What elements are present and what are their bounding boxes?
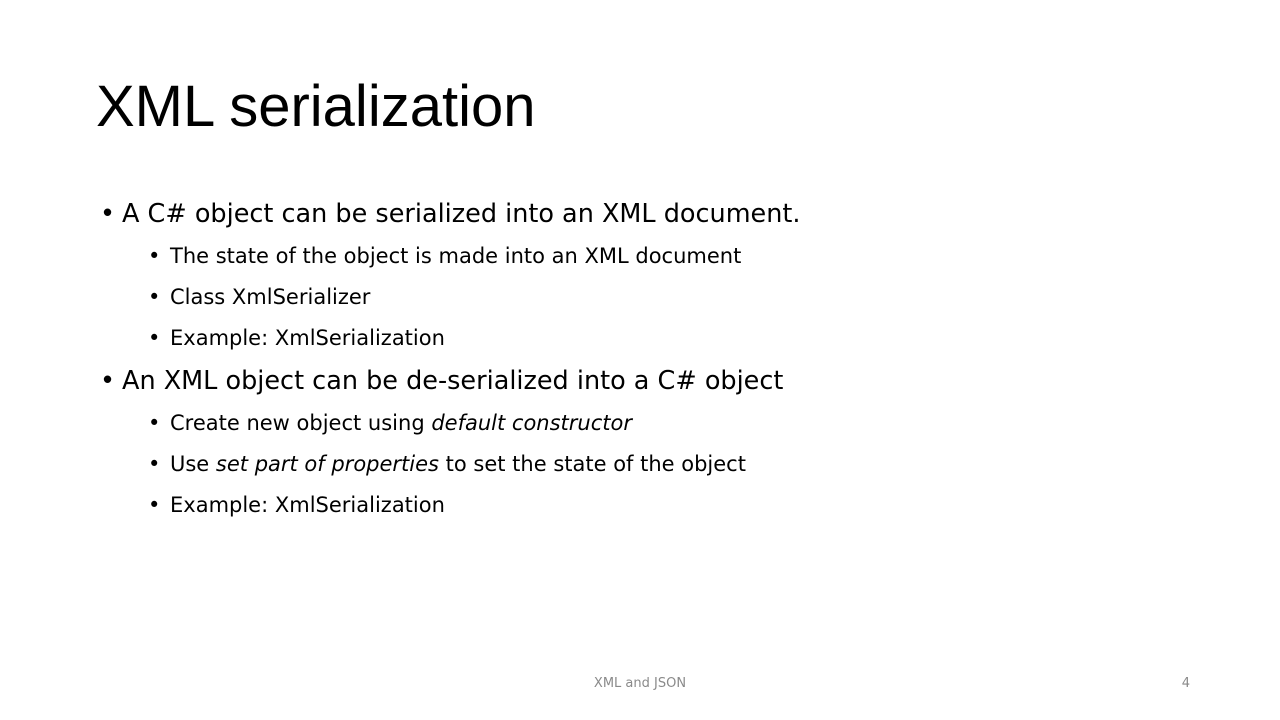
bullet-dot-icon: • bbox=[148, 244, 161, 268]
bullet-item bbox=[100, 359, 1200, 403]
sub-bullet-text: to set the state of the object bbox=[438, 452, 746, 476]
bullet-text: An XML object can be de-serialized into a C# object bbox=[122, 366, 784, 396]
bullet-dot-icon: • bbox=[148, 411, 161, 435]
sub-bullet-emphasis: set part of properties bbox=[215, 452, 439, 476]
bullet-dot-icon: • bbox=[148, 452, 161, 476]
sub-bullet-item bbox=[148, 236, 1200, 277]
bullet-dot-icon: • bbox=[148, 326, 161, 350]
footer-text: XML and JSON bbox=[593, 676, 687, 691]
sub-bullet-item bbox=[148, 485, 1200, 526]
sub-bullet-text: The state of the object is made into an XML document bbox=[170, 244, 742, 268]
slide-number: 4 bbox=[1181, 676, 1190, 691]
bullet-dot-icon: • bbox=[148, 493, 161, 517]
sub-bullet-list bbox=[100, 403, 1200, 526]
sub-bullet-item bbox=[148, 318, 1200, 359]
sub-bullet-text: Use bbox=[170, 452, 216, 476]
bullet-text: A C# object can be serialized into an XML document. bbox=[122, 199, 801, 229]
sub-bullet-item bbox=[148, 277, 1200, 318]
sub-bullet-list bbox=[100, 236, 1200, 359]
bullet-dot-icon: • bbox=[148, 285, 161, 309]
bullet-dot-icon: • bbox=[100, 199, 116, 229]
sub-bullet-text: Example: XmlSerialization bbox=[170, 493, 445, 517]
sub-bullet-item bbox=[148, 444, 1200, 485]
bullet-item bbox=[100, 192, 1200, 236]
bullet-dot-icon: • bbox=[100, 366, 116, 396]
sub-bullet-text: Example: XmlSerialization bbox=[170, 326, 445, 350]
slide-title: XML serialization bbox=[96, 74, 536, 139]
sub-bullet-emphasis: default constructor bbox=[431, 411, 632, 435]
sub-bullet-text: Create new object using bbox=[170, 411, 432, 435]
sub-bullet-text: Class XmlSerializer bbox=[170, 285, 371, 309]
slide-body bbox=[100, 192, 1200, 526]
sub-bullet-item bbox=[148, 403, 1200, 444]
